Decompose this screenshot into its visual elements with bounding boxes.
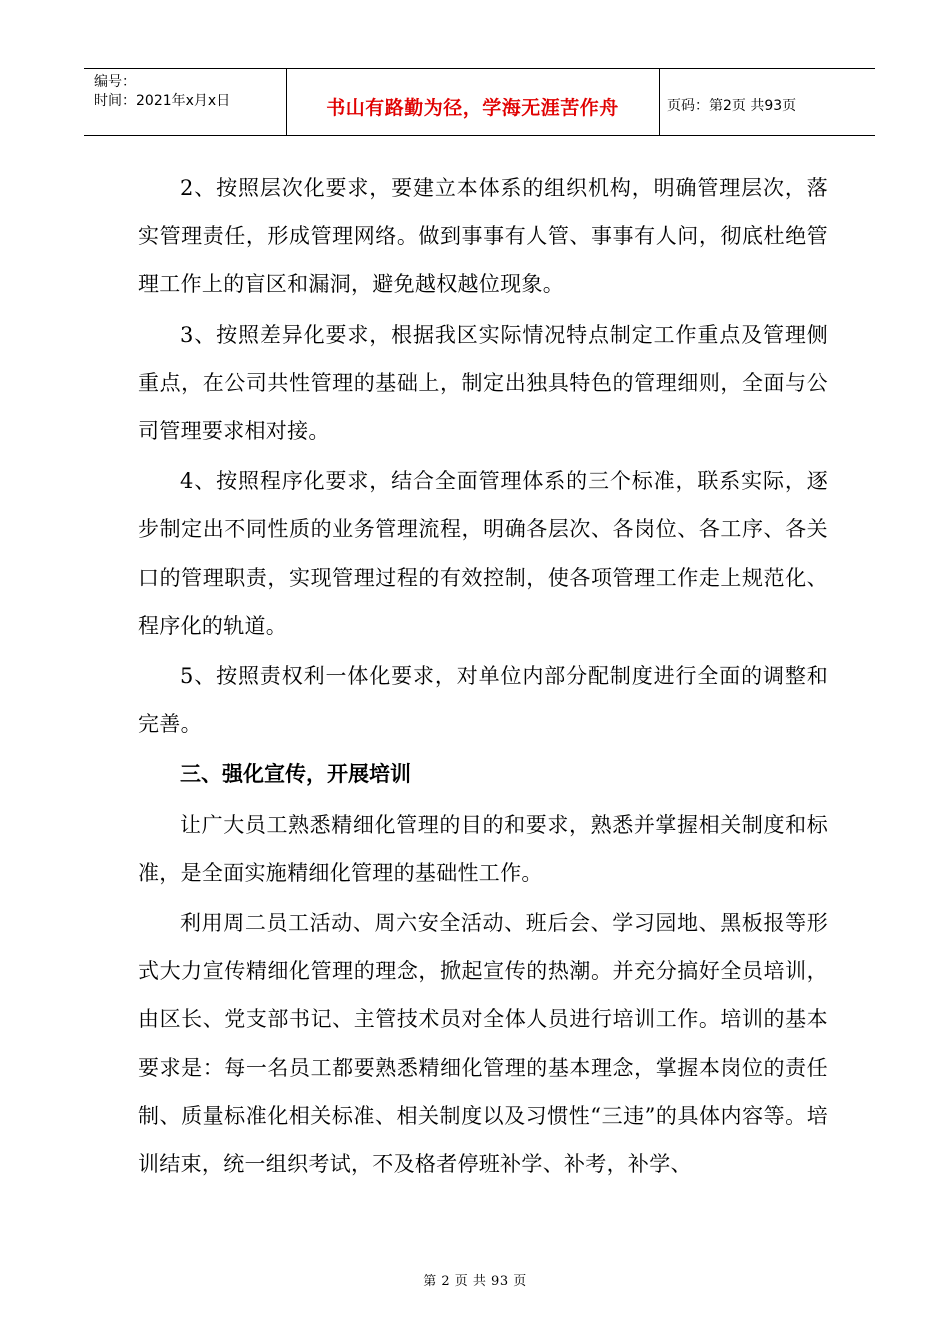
page-footer: 第 2 页 共 93 页	[423, 1274, 527, 1289]
header-meta	[94, 73, 230, 111]
paragraph-item-2: 2、按照层次化要求，要建立本体系的组织机构，明确管理层次，落实管理责任，形成管理网络。做到事事有人管、事事有人问，彻底杜绝管理工作上的盲区和漏洞，避免越权越位现象。	[138, 176, 828, 297]
header-divider-right	[659, 69, 660, 135]
section-paragraph-2: 利用周二员工活动、周六安全活动、班后会、学习园地、黑板报等形式大力宣传精细化管理的理念，掀起宣传的热潮。并充分搞好全员培训，由区长、党支部书记、主管技术员对全体人员进行培训工作。培训的基本要求是：每一名员工都要熟悉精细化管理的基本理念，掌握本岗位的责任制、质量标准化相关标准、相关制度以及习惯性“三违”的具体内容等。培训结束，统一组织考试，不及格者停班补学、补考，补学、	[138, 911, 828, 1177]
paragraph-item-5: 5、按照责权利一体化要求，对单位内部分配制度进行全面的调整和完善。	[138, 664, 828, 737]
section-paragraph-1: 让广大员工熟悉精细化管理的目的和要求，熟悉并掌握相关制度和标准，是全面实施精细化管理的基础性工作。	[138, 812, 828, 885]
document-body	[138, 164, 828, 1190]
paragraph-item-3: 3、按照差异化要求，根据我区实际情况特点制定工作重点及管理侧重点，在公司共性管理的基础上，制定出独具特色的管理细则，全面与公司管理要求相对接。	[138, 322, 828, 444]
header-page-info: 页码：第2页 共93页	[667, 98, 797, 114]
section-heading: 三、强化宣传，开展培训	[180, 762, 411, 787]
paragraph-item-4: 4、按照程序化要求，结合全面管理体系的三个标准，联系实际，逐步制定出不同性质的业务管理流程，明确各层次、各岗位、各工序、各关口的管理职责，实现管理过程的有效控制，使各项管理工作走上规范化、程序化的轨道。	[138, 469, 828, 638]
page-header	[84, 68, 875, 136]
document-time-label: 时间：2021年x月x日	[94, 93, 231, 109]
document-number-label: 编号：	[94, 74, 136, 90]
header-motto: 书山有路勤为径，学海无涯苦作舟	[326, 97, 619, 119]
